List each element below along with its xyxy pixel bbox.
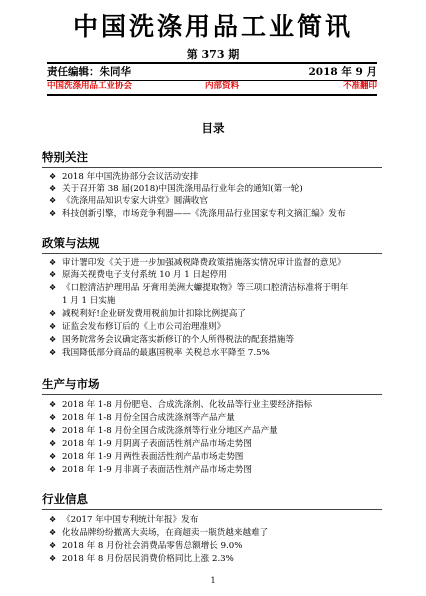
toc-item[interactable] (49, 399, 389, 411)
toc-item[interactable] (49, 208, 389, 220)
toc-item-continuation: 1 月 1 日实施 (62, 296, 116, 306)
toc-item[interactable] (49, 334, 389, 346)
toc-item-text: 化妆品牌纷纷撤离大卖场，在商超卖一瓶货越来越难了 (62, 528, 269, 538)
toc-item-text: 我国降低部分商品的最惠国税率 关税总水平降至 7.5% (62, 348, 270, 358)
toc-item-text: 《洗涤用品知识专家大讲堂》圆满收官 (62, 196, 209, 206)
toc-item-text: 国务院常务会议确定落实新修订的个人所得税法的配套措施等 (62, 335, 295, 345)
toc-item[interactable] (49, 183, 389, 195)
masthead-title: 中国洗涤用品工业简讯 (72, 12, 353, 41)
section-divider (42, 167, 382, 168)
toc-item-text: 2018 年 8 月份社会消费品零售总额增长 9.0% (62, 541, 243, 551)
diamond-bullet-icon: ❖ (49, 283, 57, 292)
toc-item[interactable] (49, 195, 389, 207)
toc-item[interactable] (49, 269, 389, 281)
diamond-bullet-icon: ❖ (49, 554, 57, 563)
section-divider (42, 253, 382, 254)
toc-item[interactable] (49, 308, 389, 320)
diamond-bullet-icon: ❖ (49, 465, 57, 474)
diamond-bullet-icon: ❖ (49, 258, 57, 267)
diamond-bullet-icon: ❖ (49, 270, 57, 279)
toc-item-text: 2018 年 1-9 月阴离子表面活性剂产品市场走势图 (62, 439, 252, 449)
diamond-bullet-icon: ❖ (49, 322, 57, 331)
diamond-bullet-icon: ❖ (49, 515, 57, 524)
diamond-bullet-icon: ❖ (49, 209, 57, 218)
diamond-bullet-icon: ❖ (49, 348, 57, 357)
toc-item[interactable] (49, 425, 389, 437)
issue-date: 2018 年 9 月 (308, 66, 377, 78)
section-heading: 行业信息 (42, 492, 88, 506)
toc-item[interactable] (49, 438, 389, 450)
toc-item-text: 2018 年 1-8 月份肥皂、合成洗涤剂、化妆品等行业主要经济指标 (62, 400, 313, 410)
toc-item-text: 2018 年中国洗协部分会议活动安排 (62, 172, 199, 182)
toc-item-text: 2018 年 1-9 月非离子表面活性剂产品市场走势图 (62, 465, 252, 475)
toc-item-text: 2018 年 1-8 月份全国合成洗涤剂等产品产量 (62, 413, 235, 423)
toc-item[interactable] (49, 514, 389, 526)
toc-item-text: 减税利好!企业研发费用税前加计扣除比例提高了 (62, 309, 246, 319)
diamond-bullet-icon: ❖ (49, 400, 57, 409)
diamond-bullet-icon: ❖ (49, 528, 57, 537)
toc-item-text: 审计署印发《关于进一步加强减税降费政策措施落实情况审计监督的意见》 (62, 258, 346, 268)
toc-item-text: 2018 年 1-9 月两性表面活性剂产品市场走势图 (62, 452, 244, 462)
section-heading: 政策与法规 (42, 236, 100, 250)
section-divider (42, 394, 382, 395)
diamond-bullet-icon: ❖ (49, 413, 57, 422)
toc-item-text: 证监会发布修订后的《上市公司治理准则》 (62, 322, 226, 332)
issue-number: 第 373 期 (186, 48, 240, 61)
diamond-bullet-icon: ❖ (49, 184, 57, 193)
section-heading: 生产与市场 (42, 377, 100, 391)
diamond-bullet-icon: ❖ (49, 439, 57, 448)
toc-item[interactable] (49, 171, 389, 183)
toc-item[interactable] (49, 282, 389, 294)
editor-label: 责任编辑：朱同华 (47, 66, 131, 78)
toc-item-text: 关于召开第 38 届(2018)中国洗涤用品行业年会的通知(第一轮) (62, 184, 303, 194)
toc-item[interactable] (49, 257, 389, 269)
masthead-divider (47, 62, 377, 64)
diamond-bullet-icon: ❖ (49, 309, 57, 318)
toc-title: 目录 (201, 121, 225, 135)
toc-item-text: 科技创新引擎，市场竞争利器——《洗涤用品行业国家专利文摘汇编》发布 (62, 209, 346, 219)
internal-label: 内部资料 (205, 81, 240, 91)
toc-item[interactable] (49, 527, 389, 539)
diamond-bullet-icon: ❖ (49, 541, 57, 550)
toc-item-text: 2018 年 8 月份居民消费价格同比上涨 2.3% (62, 554, 234, 564)
publisher-row (47, 81, 377, 92)
diamond-bullet-icon: ❖ (49, 426, 57, 435)
publisher-name: 中国洗涤用品工业协会 (47, 81, 133, 91)
diamond-bullet-icon: ❖ (49, 196, 57, 205)
diamond-bullet-icon: ❖ (49, 335, 57, 344)
toc-item[interactable] (49, 347, 389, 359)
toc-item[interactable] (49, 321, 389, 333)
toc-item-text: 《2017 年中国专利统计年报》发布 (62, 515, 199, 525)
page-number: 1 (210, 576, 216, 585)
diamond-bullet-icon: ❖ (49, 172, 57, 181)
toc-item-text: 2018 年 1-8 月份全国合成洗涤剂等行业分地区产品产量 (62, 426, 278, 436)
publisher-divider (47, 94, 377, 96)
toc-item[interactable] (49, 540, 389, 552)
toc-item-text: 原海关视费电子支付系统 10 月 1 日起停用 (62, 270, 227, 280)
toc-item[interactable] (49, 412, 389, 424)
toc-item[interactable] (49, 464, 389, 476)
section-divider (42, 509, 382, 510)
toc-item[interactable] (49, 451, 389, 463)
diamond-bullet-icon: ❖ (49, 452, 57, 461)
section-heading: 特别关注 (42, 150, 88, 164)
no-reprint-label: 不准翻印 (342, 81, 377, 91)
toc-item-text: 《口腔清洁护理用品 牙膏用美洲大蠊提取物》等三项口腔清洁标准将于明年 (62, 283, 349, 293)
toc-item[interactable] (49, 553, 389, 565)
meta-row (47, 66, 377, 78)
